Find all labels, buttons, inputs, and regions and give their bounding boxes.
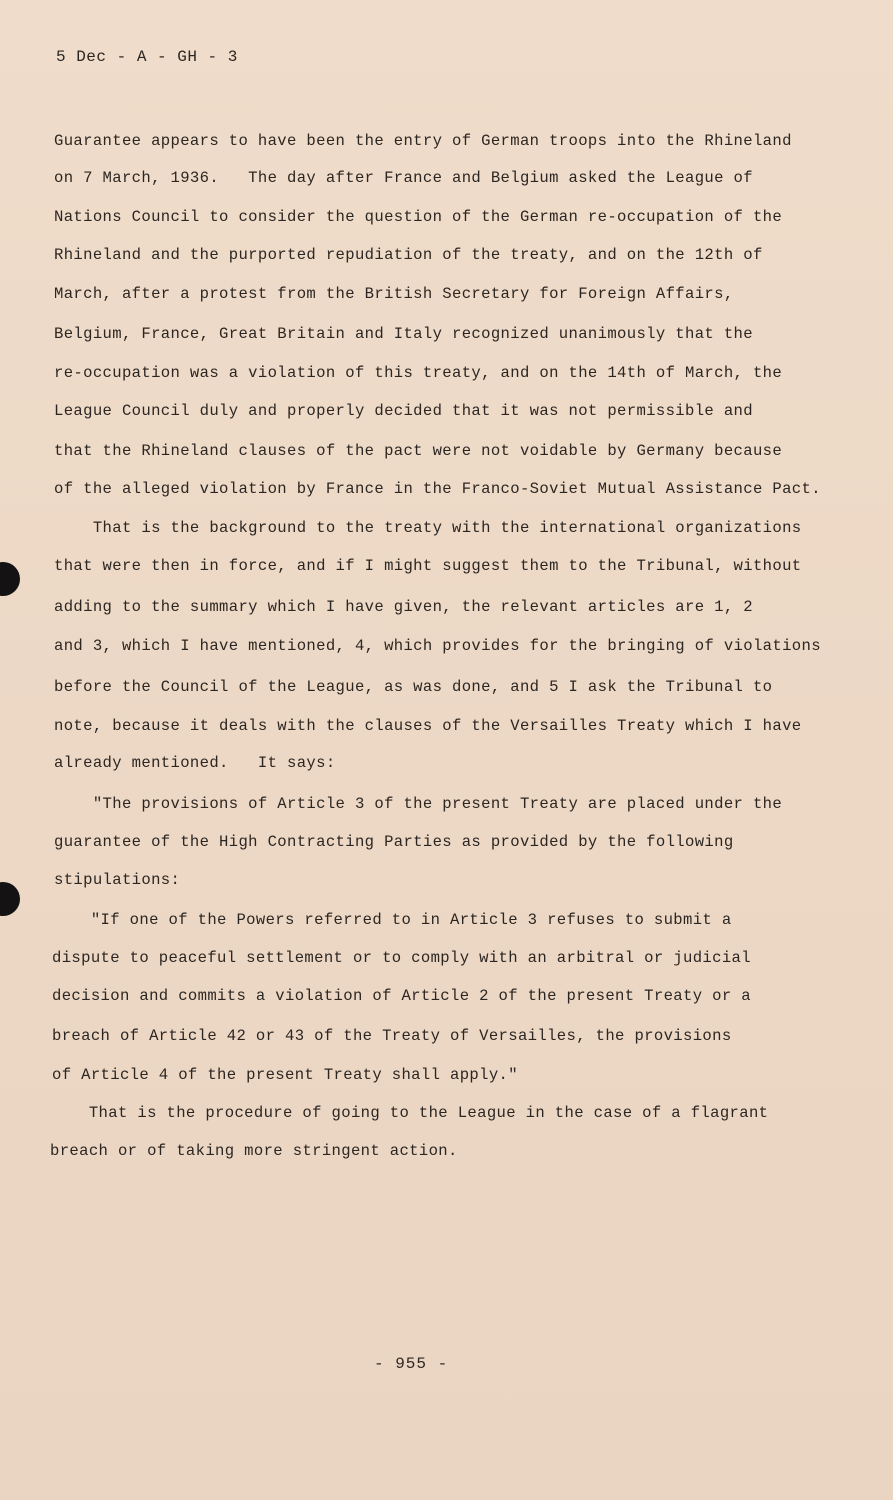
- text-line: adding to the summary which I have given, the relevant articles are 1, 2: [54, 598, 753, 616]
- text-line: March, after a protest from the British Secretary for Foreign Affairs,: [54, 285, 734, 303]
- text-line: already mentioned. It says:: [54, 754, 336, 772]
- text-line: League Council duly and properly decided that it was not permissible and: [54, 402, 753, 420]
- text-line: Rhineland and the purported repudiation of the treaty, and on the 12th of: [54, 246, 763, 264]
- text-line: decision and commits a violation of Article 2 of the present Treaty or a: [52, 987, 751, 1005]
- text-line: of the alleged violation by France in the Franco-Soviet Mutual Assistance Pact.: [54, 480, 821, 498]
- text-line: Nations Council to consider the question of the German re-occupation of the: [54, 208, 783, 226]
- text-line: That is the background to the treaty with the international organizations: [54, 519, 802, 537]
- text-line: that the Rhineland clauses of the pact were not voidable by Germany because: [54, 442, 783, 460]
- text-line: re-occupation was a violation of this treaty, and on the 14th of March, the: [54, 364, 783, 382]
- punch-hole-top: [0, 562, 20, 596]
- text-line: breach or of taking more stringent action.: [50, 1142, 458, 1160]
- text-line: Guarantee appears to have been the entry of German troops into the Rhineland: [54, 132, 792, 150]
- text-line: note, because it deals with the clauses of the Versailles Treaty which I have: [54, 717, 802, 735]
- text-line: Belgium, France, Great Britain and Italy recognized unanimously that the: [54, 325, 753, 343]
- text-line: and 3, which I have mentioned, 4, which provides for the bringing of violations: [54, 637, 821, 655]
- page-number: - 955 -: [374, 1355, 449, 1373]
- text-line: breach of Article 42 or 43 of the Treaty of Versailles, the provisions: [52, 1027, 732, 1045]
- text-line: on 7 March, 1936. The day after France and Belgium asked the League of: [54, 169, 753, 187]
- text-line: dispute to peaceful settlement or to comply with an arbitral or judicial: [52, 949, 751, 967]
- text-line: That is the procedure of going to the League in the case of a flagrant: [50, 1104, 769, 1122]
- punch-hole-bottom: [0, 882, 20, 916]
- document-header: 5 Dec - A - GH - 3: [56, 48, 238, 66]
- text-line: before the Council of the League, as was done, and 5 I ask the Tribunal to: [54, 678, 773, 696]
- text-line: that were then in force, and if I might suggest them to the Tribunal, without: [54, 557, 802, 575]
- text-line: stipulations:: [54, 871, 181, 889]
- text-line: guarantee of the High Contracting Parties as provided by the following: [54, 833, 734, 851]
- text-line: "If one of the Powers referred to in Article 3 refuses to submit a: [52, 911, 732, 929]
- text-line: of Article 4 of the present Treaty shall apply.": [52, 1066, 518, 1084]
- text-line: "The provisions of Article 3 of the present Treaty are placed under the: [54, 795, 783, 813]
